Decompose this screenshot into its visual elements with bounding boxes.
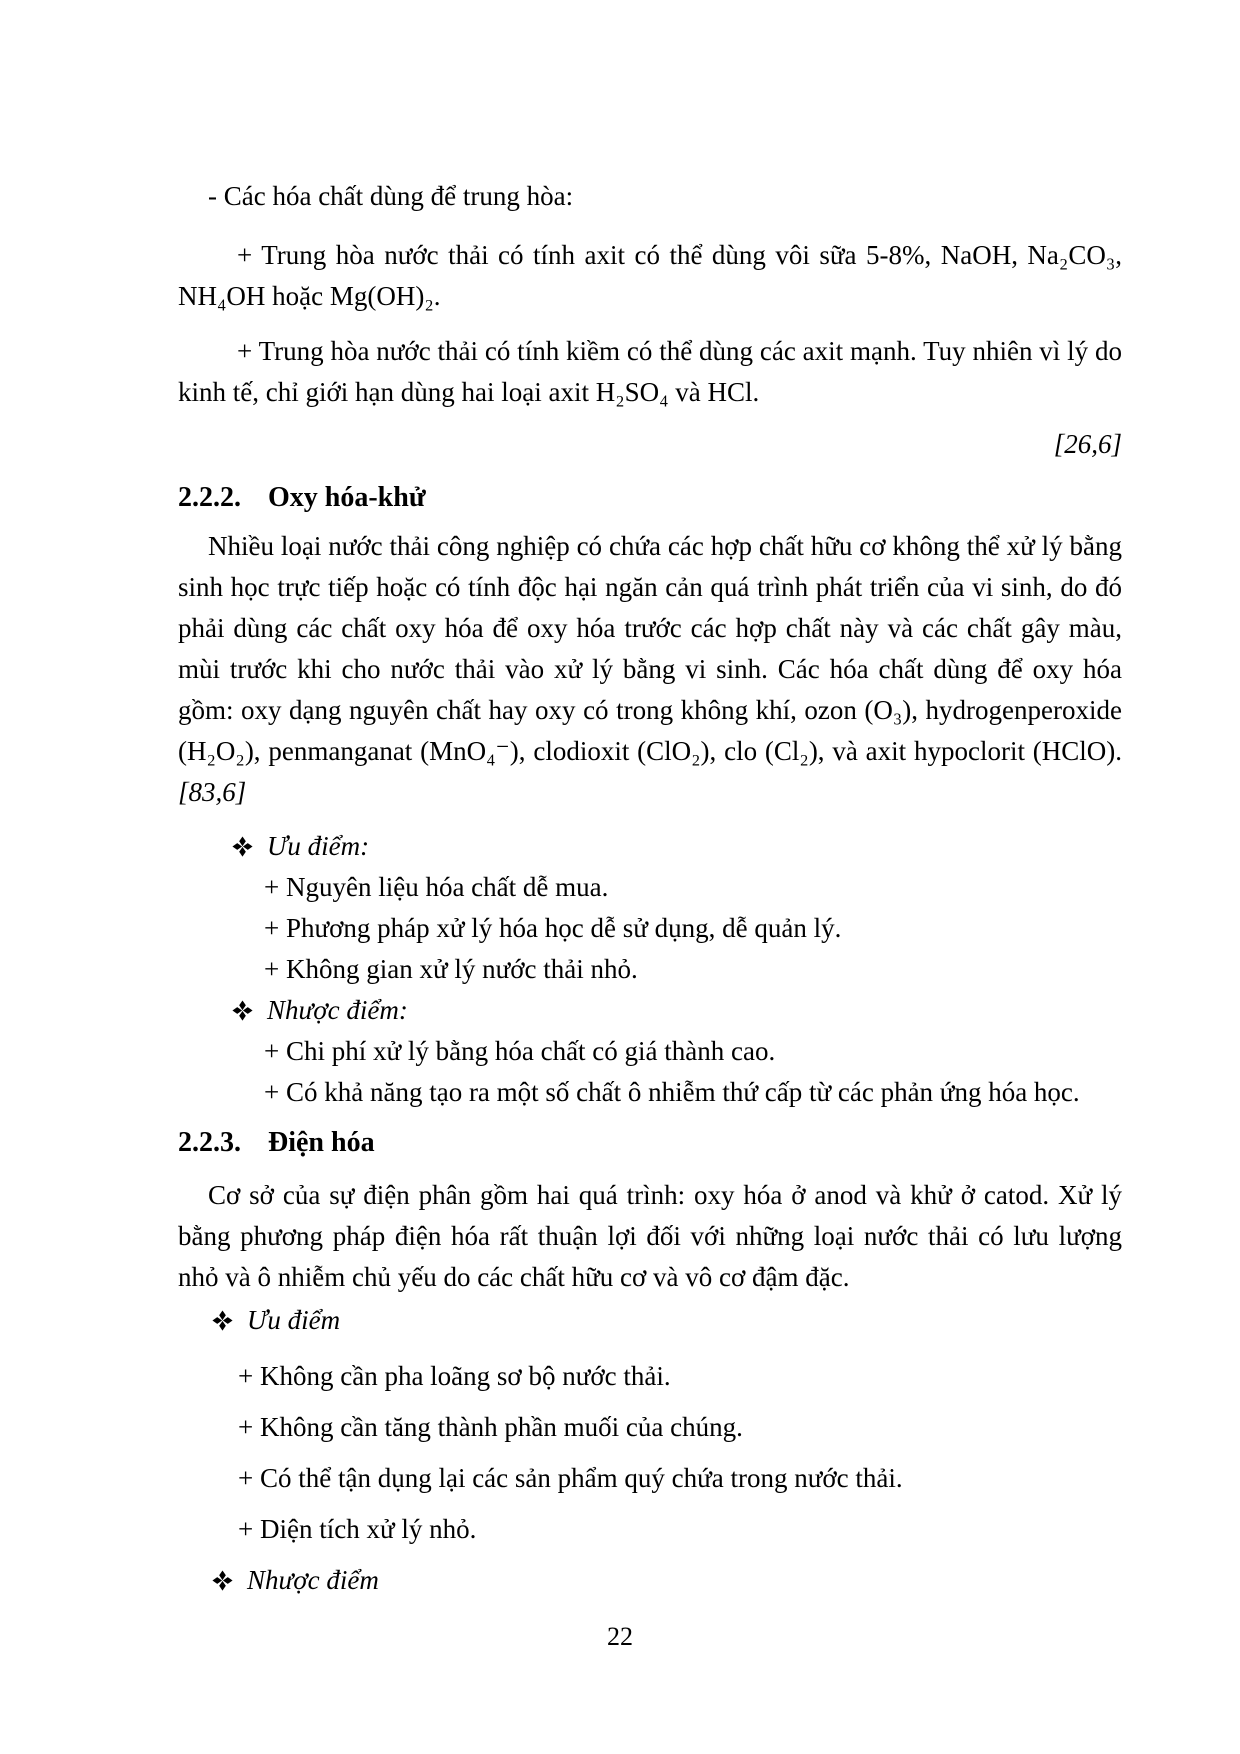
acid-neutralization-paragraph: + Trung hòa nước thải có tính axit có thể dùng vôi sữa 5-8%, NaOH, Na₂CO₃, NH₄OH hoặc Mg(OH)₂. — [178, 240, 1122, 311]
section-number: 2.2.3. — [178, 1127, 241, 1158]
alkali-neutralization-paragraph: + Trung hòa nước thải có tính kiềm có thể dùng các axit mạnh. Tuy nhiên vì lý do kinh tế, chỉ giới hạn dùng hai loại axit H₂SO₄ và HCl. — [178, 336, 1122, 407]
text-block — [178, 176, 1122, 1601]
cons-bullet-line — [178, 1560, 1122, 1601]
section-title: Điện hóa — [268, 1127, 375, 1158]
cons-bullet-line — [178, 990, 1122, 1031]
section-heading-oxy-hoa-khu — [178, 477, 1122, 518]
cons-label: Nhược điểm: — [267, 995, 408, 1025]
list-item: + Nguyên liệu hóa chất dễ mua. — [264, 872, 609, 902]
paragraph-text: Nhiều loại nước thải công nghiệp có chứa các hợp chất hữu cơ không thể xử lý bằng sinh học trực tiếp hoặc có tính độc hại ngăn cản quá trình phát triển của vi sinh, do đó phải dùng các chất oxy hóa để oxy hóa trước các hợp chất này và các chất gây màu, mùi trước khi cho nước thải vào xử lý bằng vi sinh. Các hóa chất dùng để oxy hóa gồm: oxy dạng nguyên chất hay oxy có trong không khí, ozon (O₃), hydrogenperoxide (H₂O₂), penmanganat (MnO₄⁻), clodioxit (ClO₂), clo (Cl₂), và axit hypoclorit (HClO). — [178, 531, 1122, 766]
list-item: + Phương pháp xử lý hóa học dễ sử dụng, dễ quản lý. — [264, 913, 842, 943]
diamond-bullet-icon — [232, 836, 253, 857]
section-number: 2.2.2. — [178, 482, 241, 513]
pros-label: Ưu điểm — [247, 1305, 341, 1335]
section-title: Oxy hóa-khử — [268, 482, 426, 513]
intro-lead-paragraph: - Các hóa chất dùng để trung hòa: — [208, 181, 574, 211]
cons-label: Nhược điểm — [247, 1565, 379, 1595]
list-item: + Không cần tăng thành phần muối của chúng. — [238, 1412, 743, 1442]
pros-bullet-line — [178, 826, 1122, 867]
list-item: + Có khả năng tạo ra một số chất ô nhiễm thứ cấp từ các phản ứng hóa học. — [264, 1077, 1080, 1107]
citation-inline: [83,6] — [178, 777, 247, 807]
list-item: + Không cần pha loãng sơ bộ nước thải. — [238, 1361, 671, 1391]
list-item: + Chi phí xử lý bằng hóa chất có giá thành cao. — [264, 1036, 776, 1066]
list-item: + Diện tích xử lý nhỏ. — [238, 1514, 477, 1544]
page-number: 22 — [607, 1622, 633, 1651]
oxy-hoa-khu-paragraph — [178, 526, 1122, 813]
diamond-bullet-icon — [232, 1000, 253, 1021]
list-item: + Không gian xử lý nước thải nhỏ. — [264, 954, 638, 984]
pros-bullet-line — [178, 1300, 1122, 1341]
dien-hoa-paragraph: Cơ sở của sự điện phân gồm hai quá trình: oxy hóa ở anod và khử ở catod. Xử lý bằng phương pháp điện hóa rất thuận lợi đối với những loại nước thải có lưu lượng nhỏ và ô nhiễm chủ yếu do các chất hữu cơ và vô cơ đậm đặc. — [178, 1180, 1122, 1292]
diamond-bullet-icon — [212, 1310, 233, 1331]
diamond-bullet-icon — [212, 1570, 233, 1591]
list-item: + Có thể tận dụng lại các sản phẩm quý chứa trong nước thải. — [238, 1463, 903, 1493]
pros-label: Ưu điểm: — [267, 831, 370, 861]
citation: [26,6] — [1053, 429, 1122, 459]
section-heading-dien-hoa — [178, 1122, 1122, 1163]
